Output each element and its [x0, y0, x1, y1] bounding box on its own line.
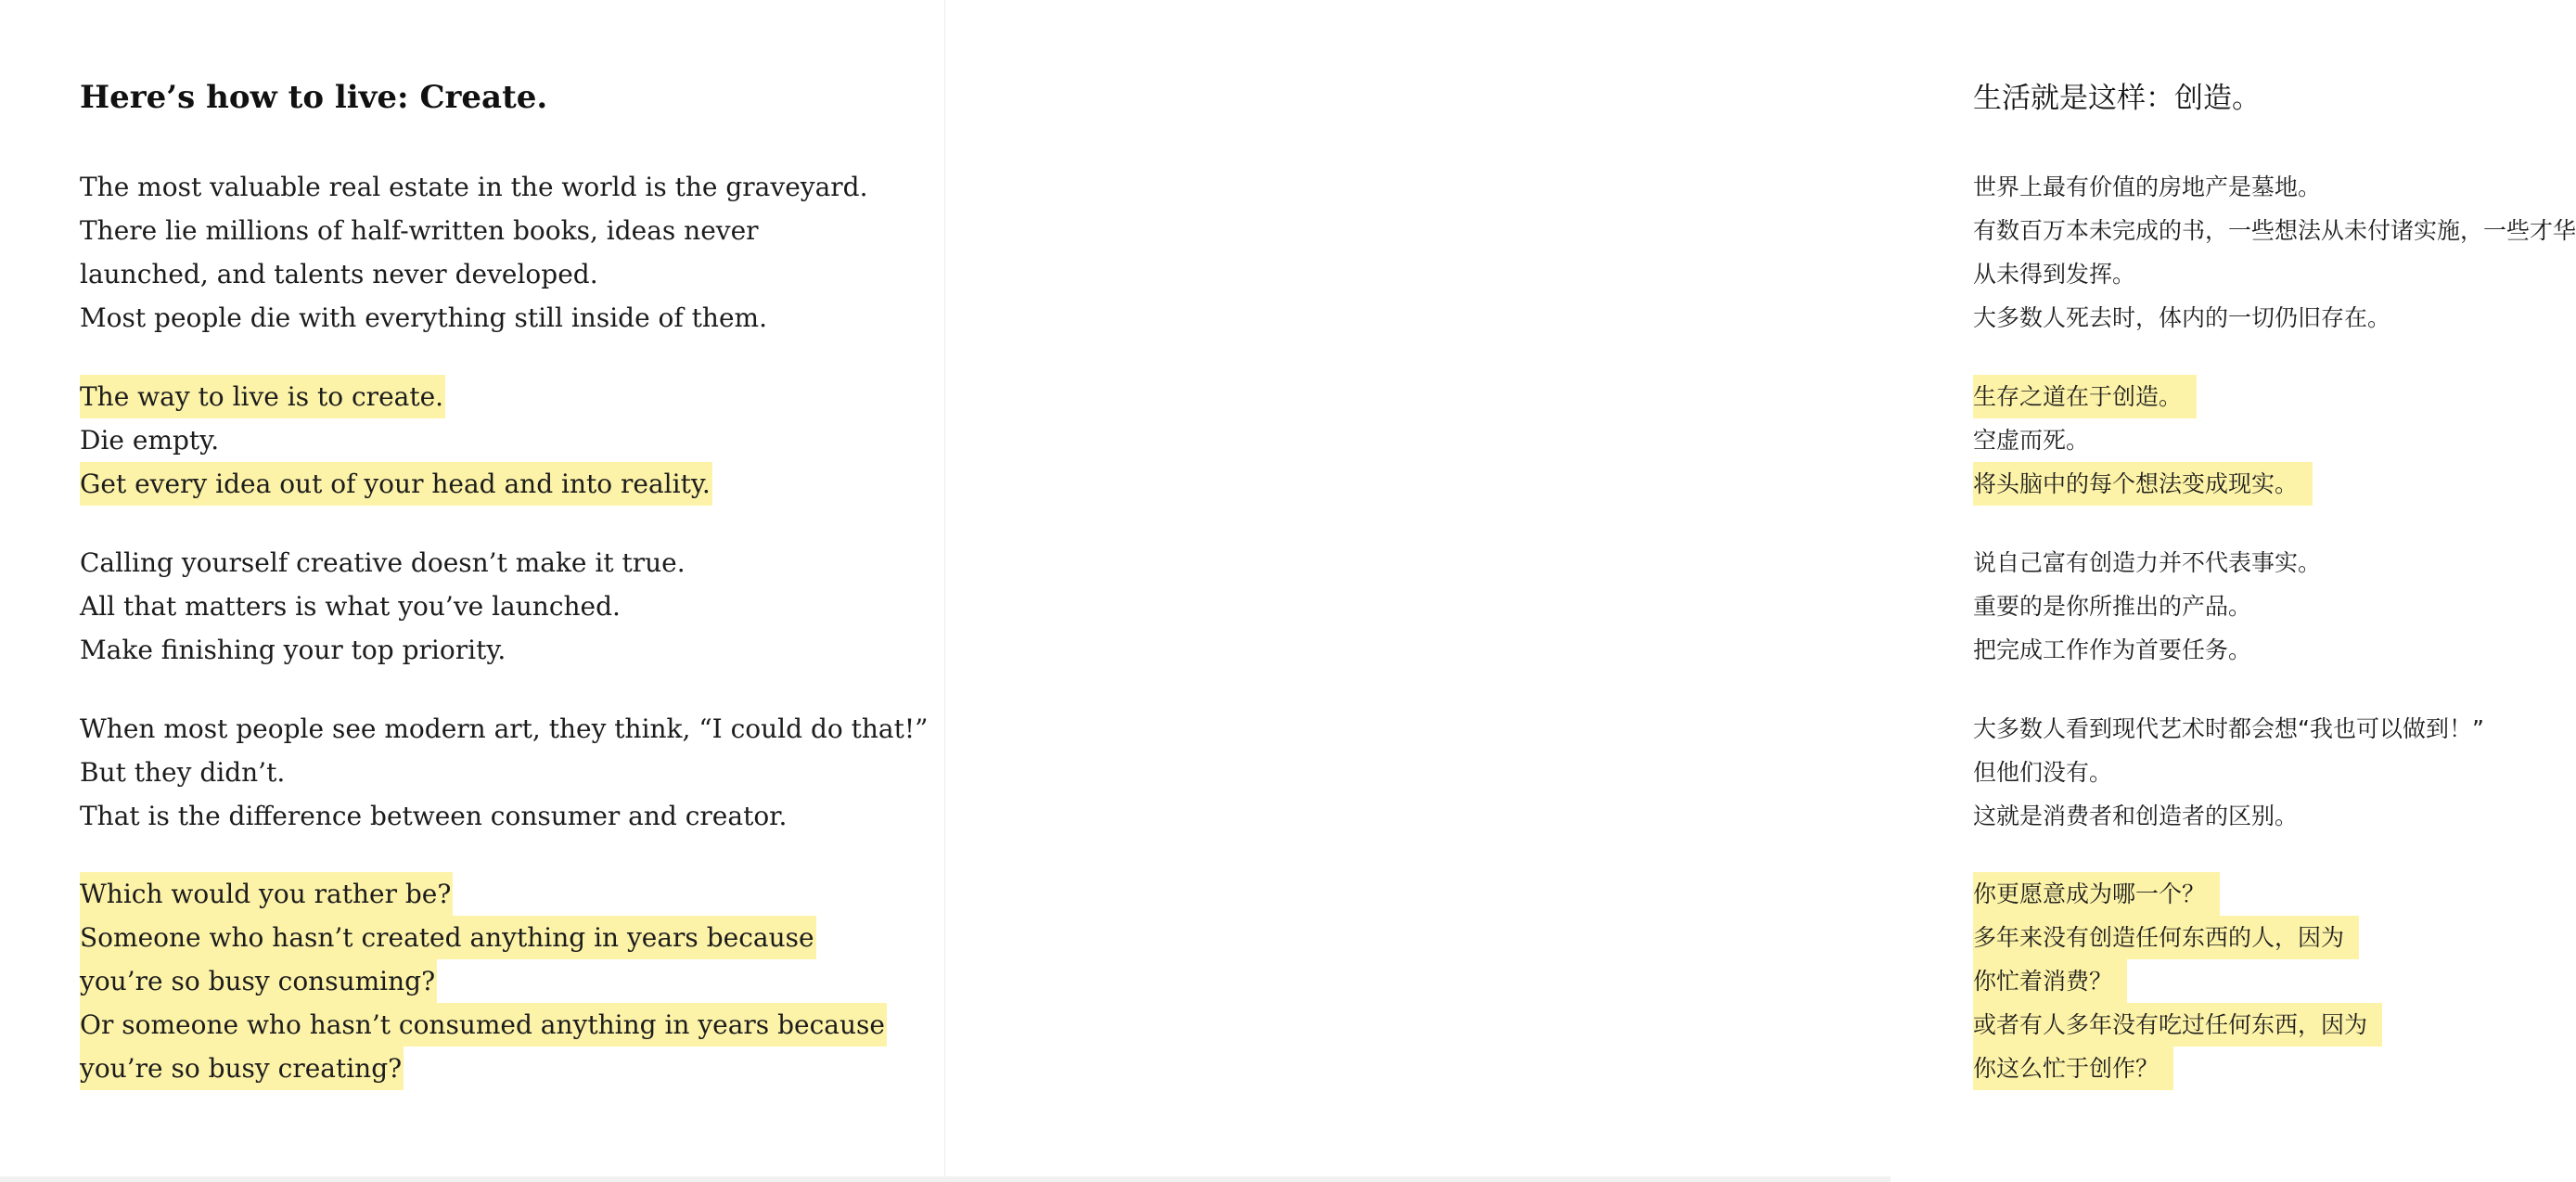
highlighted-text-line: Which would you rather be?	[80, 872, 453, 916]
chinese-title: 生活就是这样：创造。	[1973, 82, 2261, 115]
highlighted-text-line: you’re so busy consuming?	[80, 959, 437, 1003]
english-title: Here’s how to live: Create.	[80, 79, 548, 116]
highlighted-text-line: The way to live is to create.	[80, 375, 445, 418]
text-line: Calling yourself creative doesn’t make it true.	[80, 547, 686, 578]
text-line: 重要的是你所推出的产品。	[1973, 593, 2252, 620]
text-line: 大多数人死去时，体内的一切仍旧存在。	[1973, 304, 2391, 331]
text-line: There lie millions of half-written books, ideas never	[80, 215, 759, 246]
chinese-stanza-4	[1973, 707, 2484, 838]
text-line: The most valuable real estate in the world is the graveyard.	[80, 172, 868, 202]
highlighted-text-line: 将头脑中的每个想法变成现实。	[1973, 462, 2313, 506]
text-line: 世界上最有价值的房地产是墓地。	[1973, 173, 2322, 200]
text-line: 空虚而死。	[1973, 427, 2090, 454]
chinese-stanza-5	[1973, 872, 2382, 1090]
text-line: 有数百万本未完成的书，一些想法从未付诸实施，一些才华	[1973, 217, 2576, 244]
highlighted-text-line: you’re so busy creating?	[80, 1047, 404, 1090]
highlighted-text-line: 你忙着消费？	[1973, 959, 2127, 1003]
highlighted-text-line: 生存之道在于创造。	[1973, 375, 2197, 418]
text-line: Die empty.	[80, 425, 220, 456]
chinese-stanza-2	[1973, 375, 2313, 506]
text-line: 大多数人看到现代艺术时都会想“我也可以做到！”	[1973, 715, 2484, 742]
text-line: 但他们没有。	[1973, 759, 2113, 786]
chinese-stanza-3	[1973, 541, 2321, 672]
text-line: Most people die with everything still inside of them.	[80, 302, 767, 333]
text-line: 说自己富有创造力并不代表事实。	[1973, 549, 2322, 576]
english-stanza-1	[80, 165, 868, 340]
english-page	[0, 0, 944, 1182]
english-stanza-5	[80, 872, 887, 1090]
highlighted-text-line: 多年来没有创造任何东西的人，因为	[1973, 916, 2359, 959]
highlighted-text-line: 你这么忙于创作？	[1973, 1047, 2173, 1090]
text-line: Make finishing your top priority.	[80, 635, 506, 665]
text-line: launched, and talents never developed.	[80, 259, 598, 289]
text-line: But they didn’t.	[80, 757, 286, 788]
text-line: When most people see modern art, they think, “I could do that!”	[80, 713, 929, 744]
highlighted-text-line: 或者有人多年没有吃过任何东西，因为	[1973, 1003, 2382, 1047]
highlighted-text-line: 你更愿意成为哪一个？	[1973, 872, 2220, 916]
highlighted-text-line: Or someone who hasn’t consumed anything in years because	[80, 1003, 887, 1047]
text-line: All that matters is what you’ve launched.	[80, 591, 621, 622]
english-stanza-2	[80, 375, 712, 506]
text-line: That is the difference between consumer and creator.	[80, 801, 788, 831]
highlighted-text-line: Someone who hasn’t created anything in years because	[80, 916, 816, 959]
highlighted-text-line: Get every idea out of your head and into reality.	[80, 462, 712, 506]
english-stanza-3	[80, 541, 686, 672]
english-stanza-4	[80, 707, 928, 838]
chinese-stanza-1	[1973, 165, 2576, 340]
text-line: 从未得到发挥。	[1973, 261, 2136, 288]
text-line: 这就是消费者和创造者的区别。	[1973, 803, 2299, 829]
text-line: 把完成工作作为首要任务。	[1973, 636, 2252, 663]
chinese-page	[945, 0, 2576, 1182]
bottom-edge	[0, 1176, 1890, 1182]
